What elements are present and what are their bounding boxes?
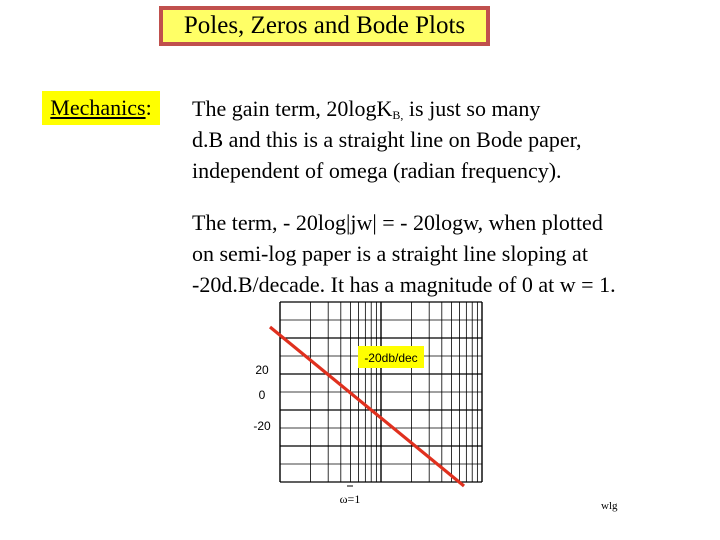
log-term-paragraph xyxy=(192,207,692,300)
author-initials: wlg xyxy=(601,500,618,512)
log-term-line-3: -20d.B/decade. It has a magnitude of 0 at w = 1. xyxy=(192,272,616,297)
gain-term-paragraph xyxy=(192,93,692,186)
slope-label: -20db/dec xyxy=(364,351,418,365)
gain-term-line-3: independent of omega (radian frequency). xyxy=(192,158,562,183)
mechanics-label xyxy=(42,91,160,125)
slide-title-text: Poles, Zeros and Bode Plots xyxy=(183,12,466,39)
y-tick-label-20: 20 xyxy=(255,363,269,377)
y-tick-label-0: 0 xyxy=(258,388,266,402)
log-term-line-1: The term, - 20log|jw| = - 20logw, when plotted xyxy=(192,210,603,235)
y-tick-label-minus-20: -20 xyxy=(253,419,271,433)
gain-term-subscript: B, xyxy=(392,108,404,122)
mechanics-label-colon: : xyxy=(145,95,152,120)
gain-term-line-1-post: is just so many xyxy=(403,96,541,121)
gain-term-line-1 xyxy=(192,93,692,124)
omega-equals-one-label: ω=1 xyxy=(339,492,361,506)
bode-plot-svg xyxy=(240,290,540,520)
mechanics-label-text: Mechanics xyxy=(50,95,146,120)
log-term-line-2: on semi-log paper is a straight line sloping at xyxy=(192,241,588,266)
gain-term-line-1-pre: The gain term, 20logK xyxy=(192,96,393,121)
bode-plot-figure xyxy=(240,290,540,520)
slide-title xyxy=(159,6,490,46)
gain-term-line-2: d.B and this is a straight line on Bode paper, xyxy=(192,127,582,152)
